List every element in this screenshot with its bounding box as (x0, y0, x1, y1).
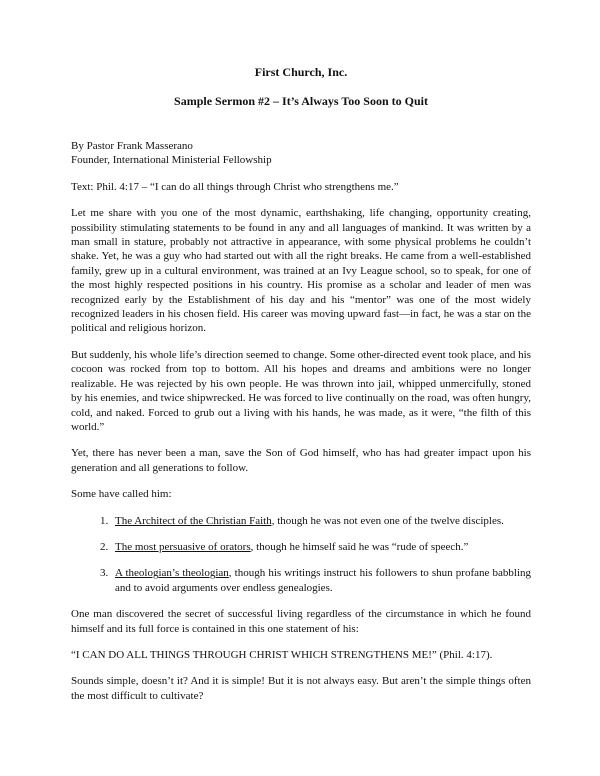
list-item-underlined-title: A theologian’s theologian (115, 567, 229, 580)
scripture-reference: Text: Phil. 4:17 – “I can do all things through Christ who strengthens me.” (71, 180, 399, 193)
byline-affiliation: Founder, International Ministerial Fellowship (71, 154, 272, 167)
list-item-number: 3. (100, 567, 109, 580)
paragraph-intro: Let me share with you one of the most dynamic, earthshaking, life changing, opportunity creating, possibility stimulating statements to be found in any and all languages of mankind. It was written by a man small in stature, probably not attractive in appearance, with some physical problems he couldn’t shake. Yet, he was a guy who had started out with all the right breaks. He came from a well-established family, grew up in a cultural environment, was trained at an Ivy League school, so to speak, for one of the most highly respected positions in his country. His promise as a scholar and leader of men was recognized early by the Establishment of his day and his “mentor” was one of the most widely recognized leaders in his chosen field. His career was moving upward fast—in fact, he was a star on the political and religious horizon. (71, 207, 531, 335)
list-item-rest: , though his writings instruct his followers to shun profane babbling and to avoid arguments over endless genealogies. (115, 567, 532, 594)
declaration-statement: “I CAN DO ALL THINGS THROUGH CHRIST WHICH STRENGTHENS ME!” (Phil. 4:17). (71, 648, 493, 661)
byline-author: By Pastor Frank Masserano (71, 140, 193, 152)
document-subtitle: Sample Sermon #2 – It’s Always Too Soon to Quit (174, 94, 428, 108)
list-item-rest: , though he himself said he was “rude of speech.” (250, 540, 469, 553)
document-title: First Church, Inc. (254, 65, 348, 79)
titles-list (71, 514, 531, 596)
list-item-number: 2. (100, 540, 109, 553)
list-item-theologian (71, 566, 531, 595)
list-item-text (115, 514, 531, 528)
paragraph-adversity: But suddenly, his whole life’s direction seemed to change. Some other-directed event took place, and his cocoon was rocked from top to bottom. All his hopes and dreams and ambitions were no longer realizable. He was rejected by his own people. He was thrown into jail, whipped unmercifully, stoned by his enemies, and twice shipwrecked. He was forced to live continually on the road, was often hungry, cold, and naked. Forced to grub out a living with his hands, he was made, as it were, “the filth of this world.” (71, 348, 531, 433)
list-item-rest: though he was not even one of the twelve disciples. (274, 514, 504, 527)
list-item-architect (71, 514, 531, 528)
list-item-underlined-title: The most persuasive of orators (115, 540, 251, 553)
list-item-underlined-title: The Architect of the Christian Faith, (115, 514, 275, 527)
paragraph-list-lead: Some have called him: (71, 488, 172, 501)
list-item-orator (71, 540, 531, 554)
byline (71, 139, 531, 168)
paragraph-secret: One man discovered the secret of successful living regardless of the circumstance in which he found himself and its full force is contained in this one statement of his: (71, 608, 531, 635)
list-item-text (115, 566, 531, 595)
list-item-number: 1. (100, 514, 109, 527)
paragraph-closing: Sounds simple, doesn’t it? And it is simple! But it is not always easy. But aren’t the simple things often the most difficult to cultivate? (71, 675, 531, 702)
paragraph-impact: Yet, there has never been a man, save the Son of God himself, who has had greater impact upon his generation and all generations to follow. (71, 447, 531, 474)
list-item-text (115, 540, 531, 554)
